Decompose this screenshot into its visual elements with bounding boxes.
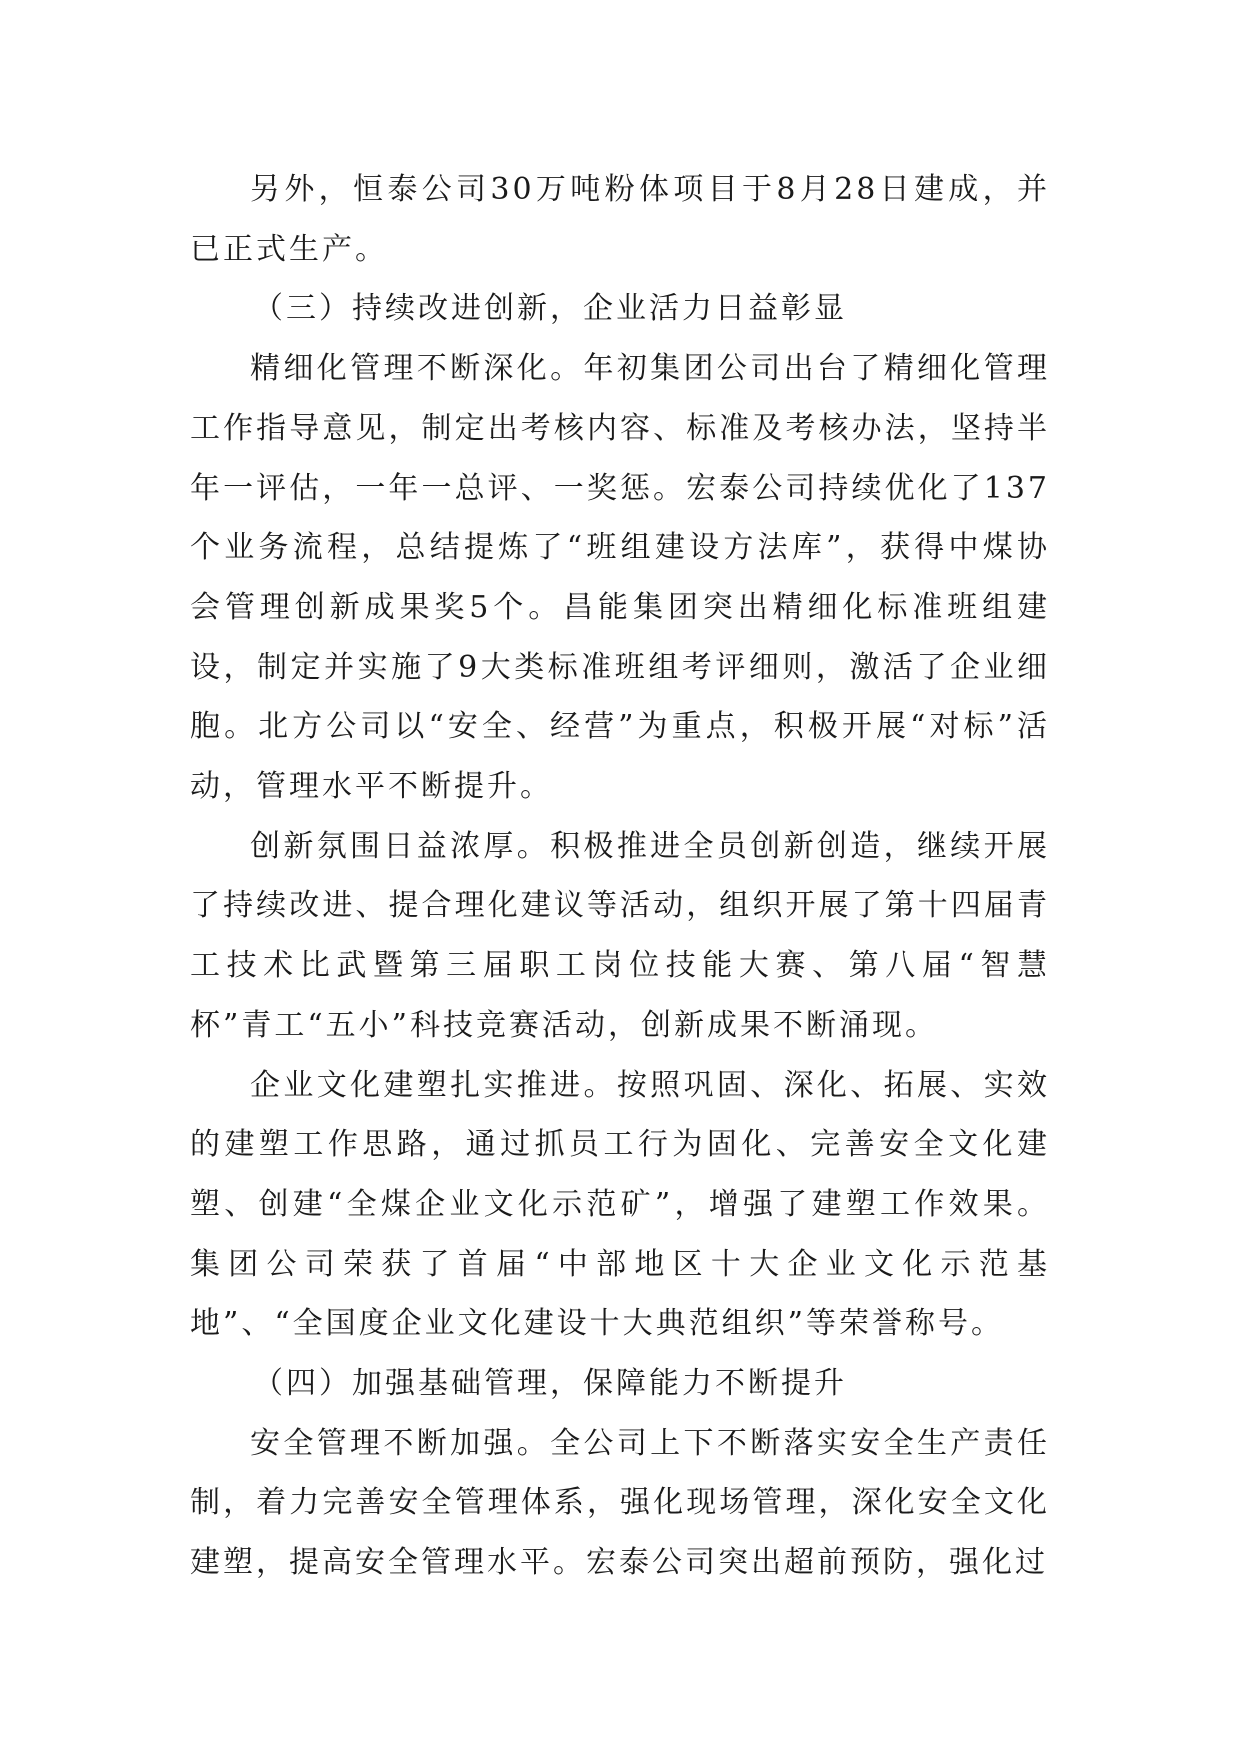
paragraph-hengtai-project: 另外，恒泰公司30万吨粉体项目于8月28日建成，并已正式生产。 [190,172,1050,267]
section-heading-4: （四）加强基础管理，保障能力不断提升 [253,1366,847,1402]
paragraph-refined-management: 精细化管理不断深化。年初集团公司出台了精细化管理工作指导意见，制定出考核内容、标准及考核办法，坚持半年一评估，一年一总评、一奖惩。宏泰公司持续优化了137个业务流程，总结提炼了“班组建设方法库”，获得中煤协会管理创新成果奖5个。昌能集团突出精细化标准班组建设，制定并实施了9大类标准班组考评细则，激活了企业细胞。北方公司以“安全、经营”为重点，积极开展“对标”活动，管理水平不断提升。 [190,351,1050,805]
paragraph-corporate-culture: 企业文化建塑扎实推进。按照巩固、深化、拓展、实效的建塑工作思路，通过抓员工行为固化、完善安全文化建塑、创建“全煤企业文化示范矿”，增强了建塑工作效果。集团公司荣获了首届“中部地区十大企业文化示范基地”、“全国度企业文化建设十大典范组织”等荣誉称号。 [190,1067,1050,1342]
section-heading-3: （三）持续改进创新，企业活力日益彰显 [253,291,847,327]
paragraph-innovation-atmosphere: 创新氛围日益浓厚。积极推进全员创新创造，继续开展了持续改进、提合理化建议等活动，组织开展了第十四届青工技术比武暨第三届职工岗位技能大赛、第八届“智慧杯”青工“五小”科技竞赛活动，创新成果不断涌现。 [190,828,1050,1043]
paragraph-safety-management: 安全管理不断加强。全公司上下不断落实安全生产责任制，着力完善安全管理体系，强化现场管理，深化安全文化建塑，提高安全管理水平。宏泰公司突出超前预防，强化过 [190,1425,1050,1581]
document-body [190,160,1050,1593]
